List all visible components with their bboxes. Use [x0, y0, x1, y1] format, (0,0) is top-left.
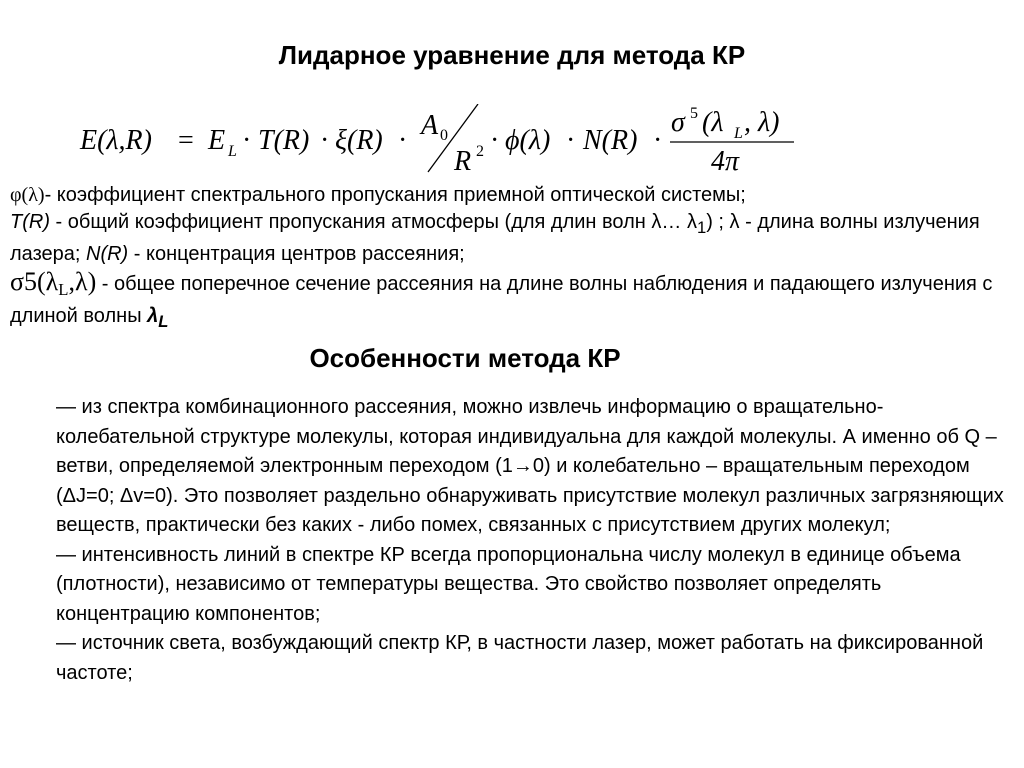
n-symbol: N(R)	[86, 243, 129, 265]
formula-a: A	[421, 110, 439, 141]
lambda-l-symbol: λ	[147, 305, 159, 327]
formula-r: R	[454, 146, 472, 177]
t-description: - общий коэффициент пропускания атмосферы (для длин волн λ… λ	[49, 211, 697, 233]
formula-t: T(R)	[258, 125, 310, 156]
page-title: Лидарное уравнение для метода КР	[278, 40, 746, 70]
formula-denominator: 4π	[711, 146, 740, 177]
feature-item: — из спектра комбинационного рассеяния, можно извлечь информацию о вращательно- колебательной структуре молекулы, которая индивидуальна для каждой молекулы. А именно об Q –ветви, определяемой электронным переходом (1→0) и колебательно – вращательным переходом (ΔJ=0; Δv=0). Это позволяет раздельно обнаруживать присутствие молекул различных загрязняющих веществ, практически без каких - либо помех, связанных с присутствием других молекул;	[56, 396, 1004, 536]
formula-sigma-arg-sub: L	[734, 125, 743, 142]
formula-dot-1: ·	[242, 125, 252, 156]
formula-dot-3: ·	[398, 125, 408, 156]
formula-equals: =	[178, 125, 194, 156]
formula-dot-4: ·	[490, 125, 500, 156]
definitions-line-2	[10, 209, 1010, 268]
formula-dot-2: ·	[320, 125, 330, 156]
sigma-argument-subscript: L	[58, 280, 69, 299]
formula-dot-5: ·	[566, 125, 576, 156]
formula-dot-6: ·	[653, 125, 663, 156]
t-symbol: T(R)	[10, 211, 50, 233]
t-subscript: 1	[696, 218, 707, 237]
sigma-superscript: 5	[24, 267, 38, 296]
lambda-l-subscript: L	[158, 312, 169, 331]
feature-item: — источник света, возбуждающий спектр КР, в частности лазер, может работать на фиксированной частоте;	[56, 632, 984, 684]
feature-item: — интенсивность линий в спектре КР всегда пропорциональна числу молекул в единице объема (плотности), независимо от температуры вещества. Это свойство позволяет определять концентрацию компонентов;	[56, 543, 961, 625]
formula-el-sub: L	[228, 143, 237, 160]
definitions-line-1	[10, 182, 1010, 209]
formula-sigma-arg-open: (λ	[702, 107, 724, 138]
formula-el: E	[208, 125, 226, 156]
sigma-argument-close: ,λ)	[68, 267, 97, 296]
formula-phi: ϕ(λ)	[505, 125, 551, 156]
phi-symbol: φ(λ)	[10, 184, 45, 206]
lidar-equation	[78, 104, 838, 182]
formula-r-sup: 2	[476, 143, 484, 160]
formula-n: N(R)	[583, 125, 638, 156]
formula-a-sub: 0	[440, 127, 448, 144]
definitions-line-3	[10, 268, 1010, 335]
formula-xi: ξ(R)	[335, 125, 383, 156]
phi-description: - коэффициент спектрального пропускания приемной оптической системы;	[44, 184, 746, 206]
sigma-description: - общее поперечное сечение рассеяния на длине волны наблюдения и падающего излучения с длиной волны	[10, 273, 993, 327]
formula-sigma-arg-close: , λ)	[744, 107, 780, 138]
sigma-symbol: σ	[10, 267, 25, 296]
t-description-2: ) ; λ - длина волны излучения лазера;	[10, 211, 980, 265]
formula-lhs: E(λ,R)	[80, 125, 152, 156]
formula-sigma-sup: 5	[690, 105, 698, 122]
definitions	[10, 182, 1010, 335]
formula-sigma: σ	[671, 107, 685, 138]
features-list	[56, 393, 1006, 688]
n-description: - концентрация центров рассеяния;	[128, 243, 465, 265]
features-title: Особенности метода КР	[309, 343, 621, 373]
sigma-argument-open: (λ	[37, 267, 59, 296]
